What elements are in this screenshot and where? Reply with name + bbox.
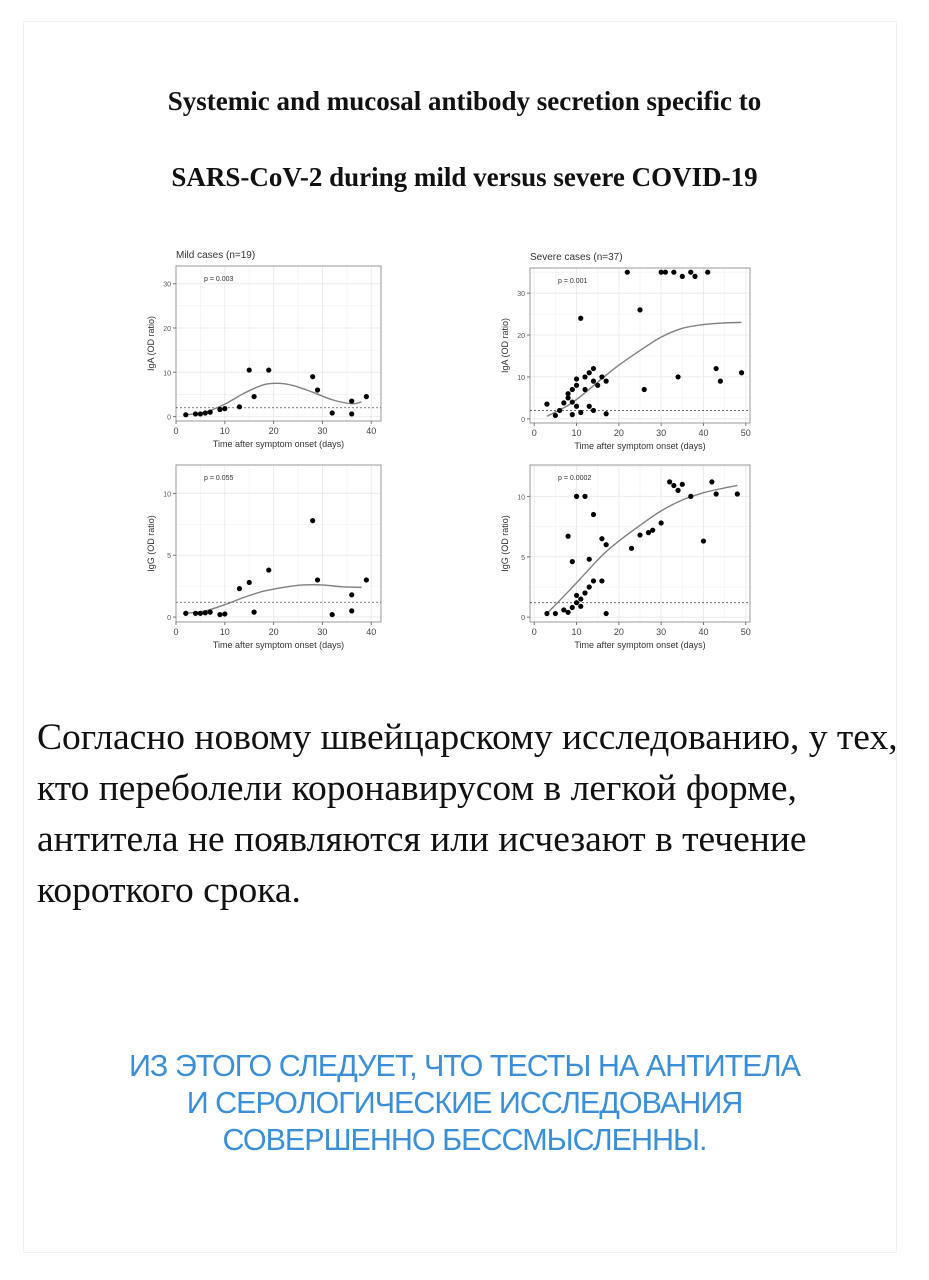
panel-4-x-tick-label: 30 xyxy=(656,627,667,637)
panel-2-data-point xyxy=(582,387,587,392)
panel-4-data-point xyxy=(604,542,609,547)
panel-4-data-point xyxy=(574,593,579,598)
panel-1-x-tick-label: 30 xyxy=(317,426,328,436)
panel-3-data-point xyxy=(237,586,242,591)
panel-3-data-point xyxy=(247,580,252,585)
panel-3-data-point xyxy=(222,611,227,616)
panel-2-data-point xyxy=(565,395,570,400)
panel-4-data-point xyxy=(650,528,655,533)
panel-1-data-point xyxy=(310,374,315,379)
panel-3-y-tick-label: 5 xyxy=(167,553,171,561)
panel-4-y-axis-label: IgG (OD ratio) xyxy=(500,515,510,572)
panel-2-data-point xyxy=(591,366,596,371)
panel-1-x-tick-label: 10 xyxy=(219,426,230,436)
panel-1-y-tick-label: 30 xyxy=(163,281,171,289)
panel-1-data-point xyxy=(266,367,271,372)
panel-4-data-point xyxy=(637,532,642,537)
panel-1-data-point xyxy=(349,398,354,403)
panel-4-x-tick-label: 40 xyxy=(698,627,709,637)
panel-1-data-point xyxy=(217,407,222,412)
panel-1-data-point xyxy=(203,410,208,415)
panel-4-data-point xyxy=(675,488,680,493)
panel-2-x-tick-label: 30 xyxy=(656,428,667,438)
panel-4-data-point xyxy=(570,559,575,564)
panel-3-x-axis-label: Time after symptom onset (days) xyxy=(212,640,345,650)
article-paragraph: Согласно новому швейцарскому исследованию, у тех, кто переболели коронавирусом в легкой форме, антитела не появляются или исчезают в течение короткого срока. xyxy=(37,717,898,911)
panel-1-data-point xyxy=(208,410,213,415)
panel-4-data-point xyxy=(578,604,583,609)
panel-1-x-tick-label: 40 xyxy=(366,426,377,436)
panel-3-data-point xyxy=(217,612,222,617)
panel-2-data-point xyxy=(625,270,630,275)
panel-3-p-value: p = 0.055 xyxy=(204,475,234,482)
panel-2-data-point xyxy=(705,270,710,275)
panel-4-data-point xyxy=(714,491,719,496)
panel-1-plot-area xyxy=(176,266,381,421)
panel-4-data-point xyxy=(553,611,558,616)
panel-2-y-tick-label: 10 xyxy=(517,374,525,382)
panel-4-data-point xyxy=(701,538,706,543)
panel-4-data-point xyxy=(659,520,664,525)
panel-3-y-axis-label: IgG (OD ratio) xyxy=(146,515,156,572)
panel-2-title: Severe cases (n=37) xyxy=(530,252,623,263)
panel-1-y-tick-label: 0 xyxy=(167,414,171,422)
panel-4-data-point xyxy=(587,584,592,589)
panel-1-data-point xyxy=(198,411,203,416)
panel-3-data-point xyxy=(349,608,354,613)
panel-2-data-point xyxy=(574,376,579,381)
panel-2-p-value: p = 0.001 xyxy=(558,278,588,285)
panel-2-data-point xyxy=(604,379,609,384)
panel-4-data-point xyxy=(680,482,685,487)
panel-4-x-tick-label: 50 xyxy=(740,627,751,637)
panel-2-data-point xyxy=(692,274,697,279)
panel-2-data-point xyxy=(591,408,596,413)
panel-1-data-point xyxy=(183,412,188,417)
panel-2-data-point xyxy=(675,374,680,379)
panel-3-data-point xyxy=(349,592,354,597)
panel-1-title: Mild cases (n=19) xyxy=(176,250,256,261)
panel-4-data-point xyxy=(671,483,676,488)
panel-3-x-tick-label: 20 xyxy=(268,627,279,637)
panel-4-data-point xyxy=(667,479,672,484)
panel-4-data-point xyxy=(574,600,579,605)
panel-1-data-point xyxy=(364,394,369,399)
panel-4-y-tick-label: 0 xyxy=(521,615,525,623)
panel-2-y-tick-label: 30 xyxy=(517,291,525,299)
panel-2-data-point xyxy=(688,270,693,275)
panel-1-data-point xyxy=(222,406,227,411)
panel-4-data-point xyxy=(599,536,604,541)
panel-2-data-point xyxy=(637,307,642,312)
panel-3-data-point xyxy=(193,611,198,616)
panel-4-data-point xyxy=(599,578,604,583)
panel-2-data-point xyxy=(739,370,744,375)
panel-4-data-point xyxy=(591,512,596,517)
panel-1-data-point xyxy=(349,411,354,416)
panel-2-data-point xyxy=(604,411,609,416)
panel-4-data-point xyxy=(735,491,740,496)
panel-2-data-point xyxy=(544,402,549,407)
panel-4-data-point xyxy=(565,610,570,615)
panel-3-data-point xyxy=(266,567,271,572)
panel-2-data-point xyxy=(718,379,723,384)
panel-4-data-point xyxy=(688,494,693,499)
panel-4-y-tick-label: 5 xyxy=(521,554,525,562)
panel-4-y-tick-label: 10 xyxy=(517,494,525,502)
panel-2-y-axis-label: IgA (OD ratio) xyxy=(500,317,510,374)
panel-2-x-axis-label: Time after symptom onset (days) xyxy=(574,441,706,451)
panel-1-x-tick-label: 0 xyxy=(173,426,179,436)
panel-1-p-value: p = 0.003 xyxy=(204,276,234,283)
panel-2-data-point xyxy=(574,404,579,409)
panel-3-x-tick-label: 30 xyxy=(317,627,328,637)
panel-1-data-point xyxy=(247,367,252,372)
figure-title-line-1: Systemic and mucosal antibody secretion specific to xyxy=(167,86,762,116)
panel-4-data-point xyxy=(578,596,583,601)
panel-2-data-point xyxy=(570,399,575,404)
panel-2-x-tick-label: 50 xyxy=(740,428,751,438)
panel-3-data-point xyxy=(310,518,315,523)
panel-1-y-tick-label: 20 xyxy=(163,326,171,333)
panel-3-x-tick-label: 0 xyxy=(173,627,179,637)
panel-2-data-point xyxy=(578,316,583,321)
panel-1-data-point xyxy=(315,387,320,392)
panel-2-data-point xyxy=(591,379,596,384)
panel-2-data-point xyxy=(671,270,676,275)
conclusion-line-3: СОВЕРШЕННО БЕССМЫСЛЕННЫ. xyxy=(222,1123,707,1157)
panel-3-data-point xyxy=(251,610,256,615)
conclusion-line-2: И СЕРОЛОГИЧЕСКИЕ ИССЛЕДОВАНИЯ xyxy=(186,1086,743,1120)
panel-1-y-axis-label: IgA (OD ratio) xyxy=(146,315,156,372)
panel-4-x-tick-label: 0 xyxy=(531,627,537,637)
conclusion-banner xyxy=(40,1048,889,1159)
panel-1-data-point xyxy=(330,410,335,415)
panel-2-data-point xyxy=(587,404,592,409)
panel-4-data-point xyxy=(582,590,587,595)
panel-3-x-tick-label: 10 xyxy=(219,627,230,637)
panel-1-x-axis-label: Time after symptom onset (days) xyxy=(212,439,345,449)
panel-1-data-point xyxy=(193,411,198,416)
panel-2-data-point xyxy=(595,383,600,388)
panel-2-data-point xyxy=(570,412,575,417)
panel-1-data-point xyxy=(237,404,242,409)
panel-2-data-point xyxy=(714,366,719,371)
panel-4-data-point xyxy=(582,494,587,499)
panel-1-x-tick-label: 20 xyxy=(268,426,279,436)
panel-2-y-tick-label: 20 xyxy=(517,333,525,341)
panel-4-data-point xyxy=(629,546,634,551)
panel-3-data-point xyxy=(315,577,320,582)
panel-3-y-tick-label: 0 xyxy=(167,615,171,623)
panel-2-y-tick-label: 0 xyxy=(521,416,525,424)
panel-4-p-value: p = 0.0002 xyxy=(558,475,592,482)
panel-4-data-point xyxy=(709,479,714,484)
panel-2-data-point xyxy=(587,370,592,375)
panel-3-data-point xyxy=(203,610,208,615)
panel-2-data-point xyxy=(582,374,587,379)
panel-3-data-point xyxy=(198,611,203,616)
panel-2-data-point xyxy=(557,408,562,413)
panel-2-data-point xyxy=(642,387,647,392)
panel-2-x-tick-label: 40 xyxy=(698,428,709,438)
panel-3-data-point xyxy=(208,610,213,615)
panel-2-data-point xyxy=(680,274,685,279)
panel-4-data-point xyxy=(544,611,549,616)
panel-4-data-point xyxy=(591,578,596,583)
panel-3-y-tick-label: 10 xyxy=(163,491,171,499)
panel-2-data-point xyxy=(578,410,583,415)
panel-4-data-point xyxy=(565,534,570,539)
panel-4-data-point xyxy=(604,611,609,616)
panel-4-x-tick-label: 10 xyxy=(571,627,582,637)
panel-2-x-tick-label: 0 xyxy=(531,428,537,438)
panel-3-data-point xyxy=(330,612,335,617)
panel-3-data-point xyxy=(183,611,188,616)
panel-4-data-point xyxy=(570,605,575,610)
panel-2-data-point xyxy=(553,413,558,418)
figure-title-line-2: SARS-CoV-2 during mild versus severe COVID-19 xyxy=(171,162,758,192)
panel-3-plot-area xyxy=(176,465,381,622)
panel-3-x-tick-label: 40 xyxy=(366,627,377,637)
conclusion-line-1: ИЗ ЭТОГО СЛЕДУЕТ, ЧТО ТЕСТЫ НА АНТИТЕЛА xyxy=(129,1049,800,1083)
panel-4-data-point xyxy=(587,557,592,562)
panel-2-data-point xyxy=(561,400,566,405)
panel-2-x-tick-label: 10 xyxy=(571,428,582,438)
panel-1-y-tick-label: 10 xyxy=(163,370,171,378)
panel-2-data-point xyxy=(574,383,579,388)
panel-1-data-point xyxy=(251,394,256,399)
panel-4-data-point xyxy=(574,494,579,499)
panel-2-x-tick-label: 20 xyxy=(613,428,624,438)
panel-2-data-point xyxy=(599,374,604,379)
panel-2-data-point xyxy=(570,387,575,392)
panel-4-x-axis-label: Time after symptom onset (days) xyxy=(574,640,706,650)
panel-2-data-point xyxy=(663,270,668,275)
panel-4-x-tick-label: 20 xyxy=(613,627,624,637)
panel-3-data-point xyxy=(364,577,369,582)
